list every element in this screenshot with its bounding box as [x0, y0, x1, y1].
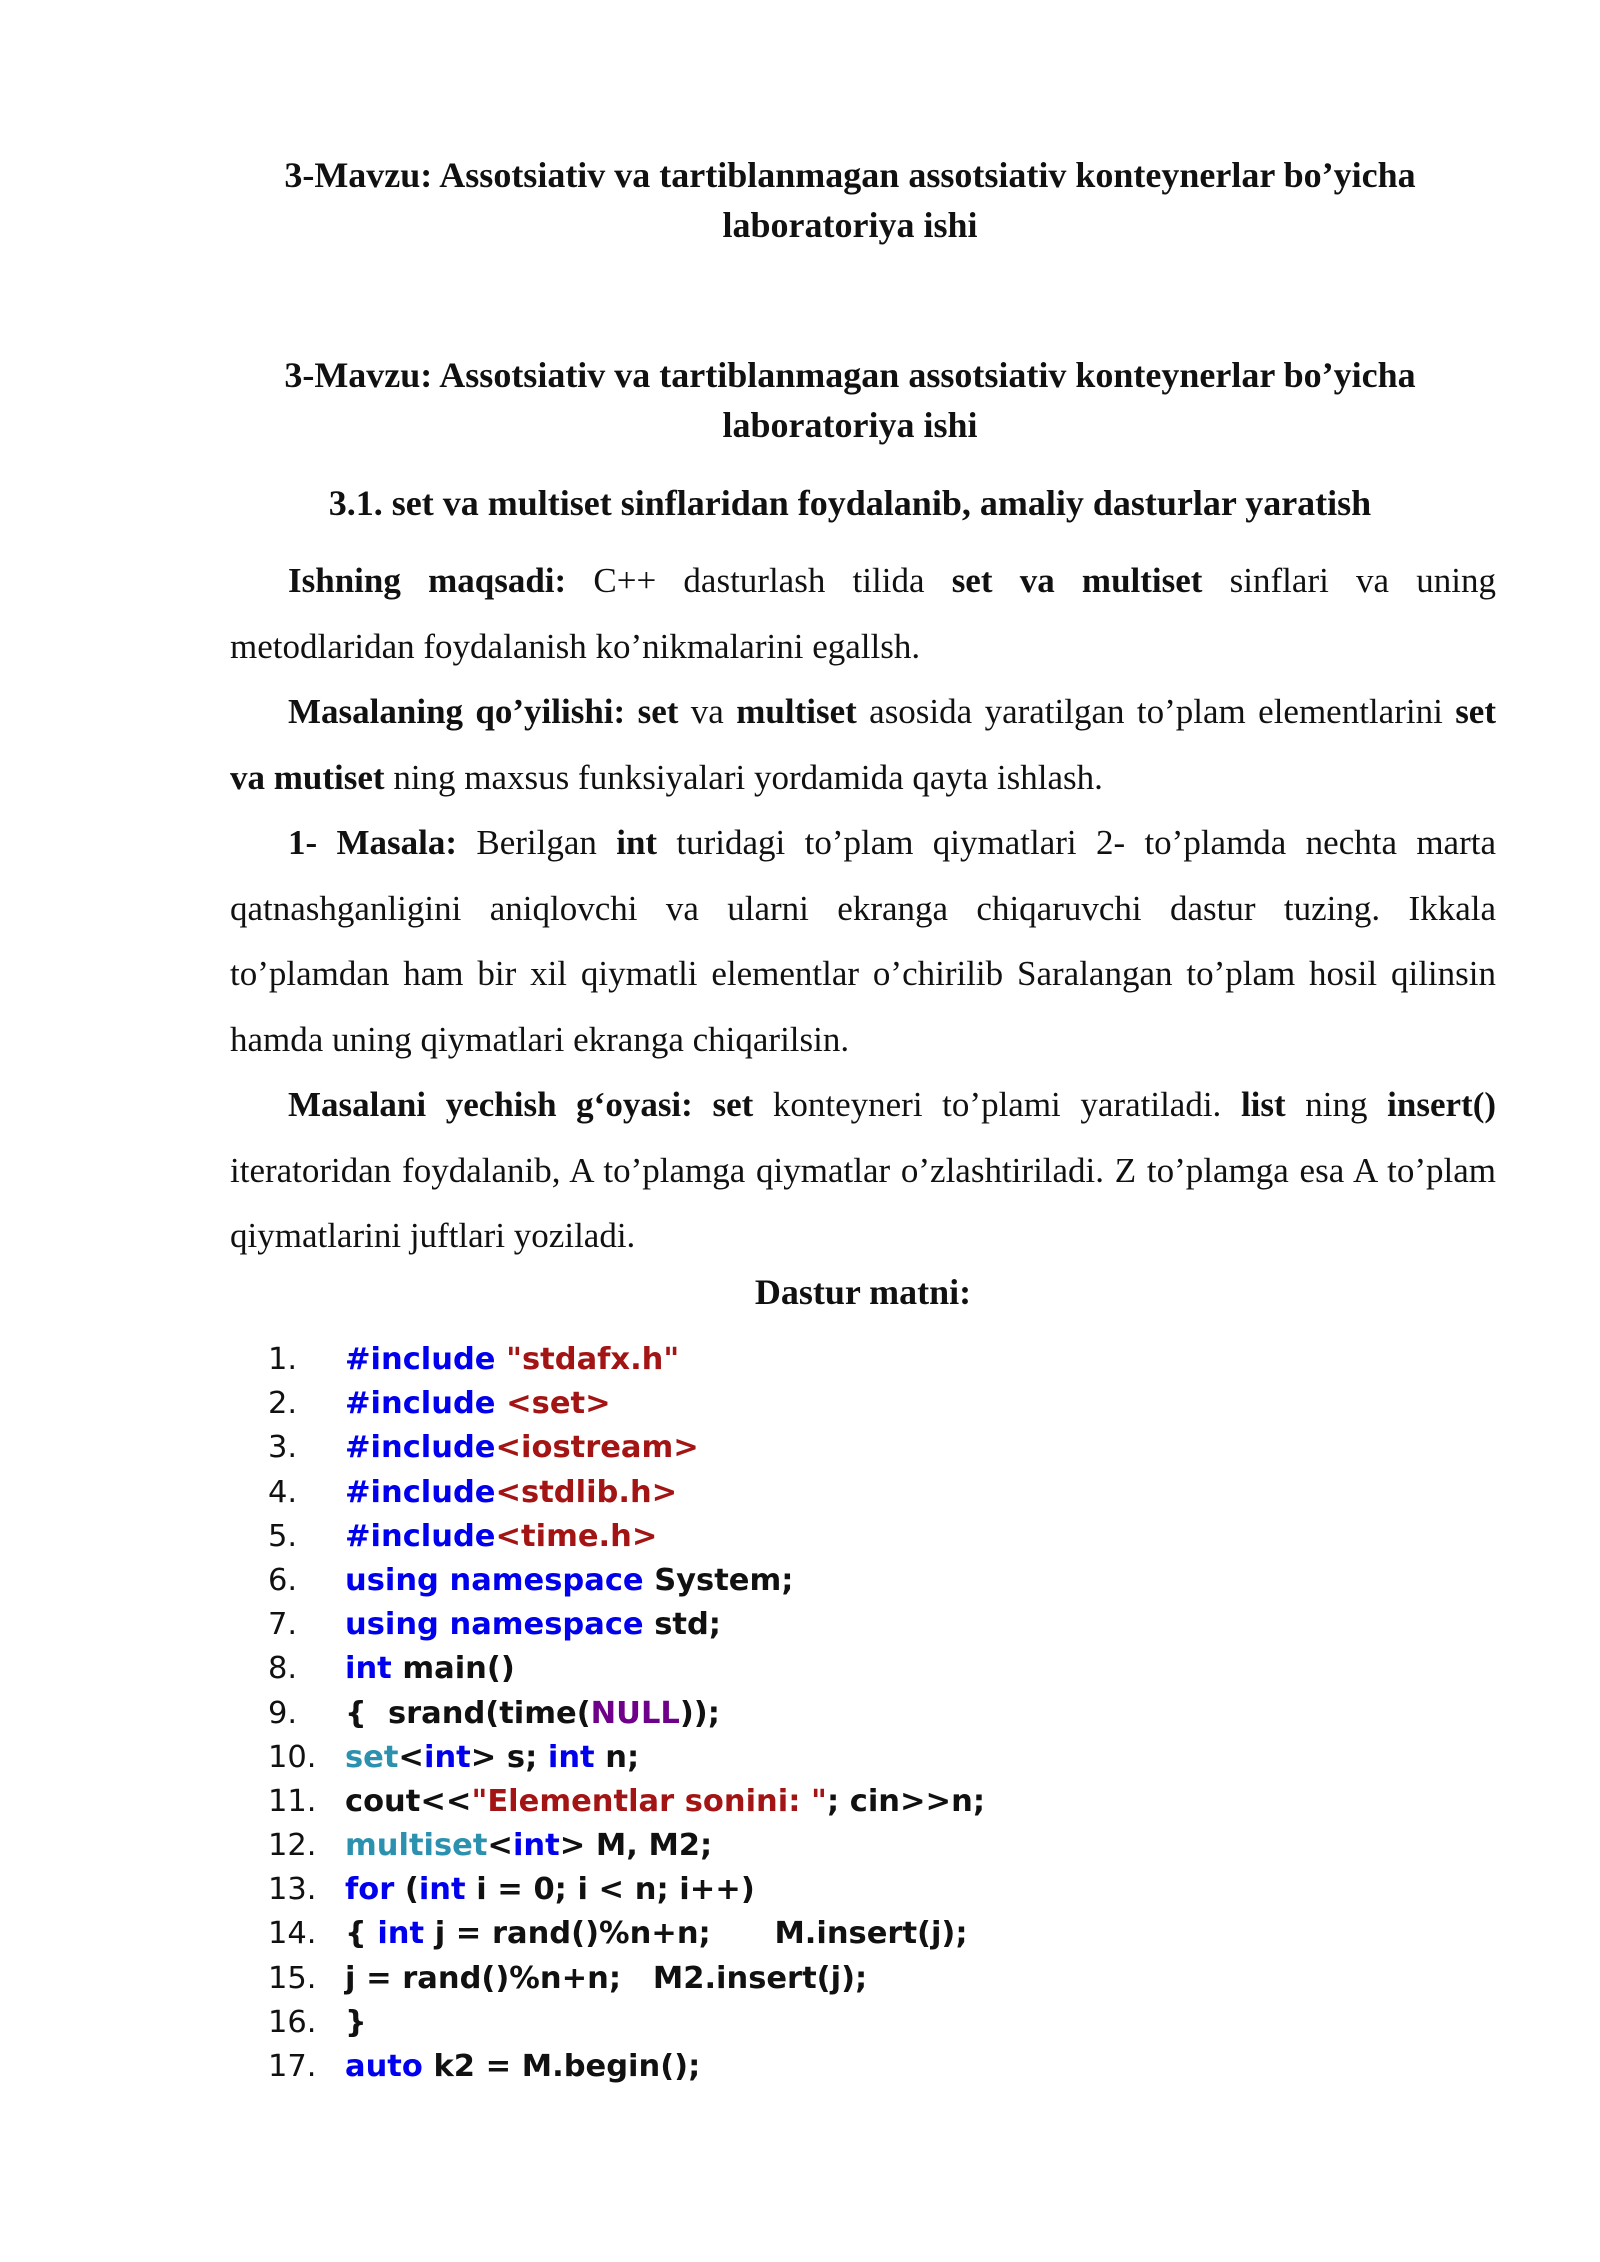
- problem-label: Masalaning qo’yilishi:: [288, 692, 626, 731]
- idea-bold-1: set: [712, 1085, 754, 1124]
- code-line-number: 8.: [268, 1651, 298, 1687]
- code-token: "stdafx.h": [506, 1342, 680, 1377]
- code-token: int: [345, 1651, 392, 1687]
- code-line-number: 3.: [268, 1430, 298, 1466]
- code-token: (: [394, 1872, 419, 1908]
- code-line-content: [345, 2001, 367, 2045]
- code-token: int: [547, 1739, 595, 1775]
- task-bold-1: int: [616, 823, 658, 862]
- code-line-number: 13.: [268, 1872, 317, 1908]
- code-listing: [268, 1338, 1468, 2089]
- code-line-content: [345, 1957, 867, 2001]
- code-line-number: 5.: [268, 1518, 298, 1554]
- code-token: <: [398, 1739, 424, 1775]
- section-title-line-2: laboratoriya ishi: [722, 405, 978, 445]
- code-token: {: [345, 1916, 378, 1952]
- code-token: "Elementlar sonini: ": [471, 1783, 827, 1819]
- idea-text-2: konteyneri to’plami yaratiladi.: [753, 1085, 1241, 1124]
- code-line-content: [345, 2045, 700, 2089]
- section-title-line-1: 3-Mavzu: Assotsiativ va tartiblanmagan assotsiativ konteynerlar bo’yicha: [284, 355, 1416, 395]
- problem-text-2: va: [678, 692, 737, 731]
- code-line-number: 4.: [268, 1474, 298, 1510]
- goal-bold-1: set va multiset: [951, 561, 1203, 600]
- code-line-content: [345, 1603, 721, 1647]
- code-line: [268, 1692, 1468, 1736]
- code-line-content: [345, 1515, 657, 1559]
- code-token: #include: [345, 1386, 507, 1422]
- code-token: multiset: [345, 1828, 488, 1864]
- code-line: [268, 1338, 1468, 1382]
- code-token: int: [377, 1916, 425, 1952]
- code-line: [268, 1382, 1468, 1426]
- code-token: > s;: [470, 1739, 548, 1775]
- code-token: ; cin>>n;: [826, 1783, 986, 1819]
- problem-text-1: [625, 692, 637, 731]
- code-line: [268, 1471, 1468, 1515]
- code-token: j = rand()%n+n; M2.insert(j);: [345, 1960, 868, 1996]
- code-line: [268, 1957, 1468, 2001]
- problem-bold-2: multiset: [736, 692, 857, 731]
- code-token: }: [345, 2004, 367, 2040]
- code-token: using namespace: [345, 1562, 644, 1598]
- code-line: [268, 1824, 1468, 1868]
- code-token: <time.h>: [495, 1518, 658, 1554]
- paragraph-goal: [230, 548, 1496, 679]
- code-line: [268, 1912, 1468, 1956]
- code-line-content: [345, 1426, 699, 1470]
- code-line-number: 16.: [268, 2004, 317, 2040]
- code-line: [268, 1559, 1468, 1603]
- code-token: auto: [345, 2049, 423, 2084]
- code-line-content: [345, 1559, 793, 1603]
- code-token: <stdlib.h>: [495, 1474, 678, 1510]
- code-line-number: 2.: [268, 1386, 298, 1422]
- code-line-number: 14.: [268, 1916, 317, 1952]
- code-line: [268, 1426, 1468, 1470]
- code-line-content: [345, 1382, 611, 1426]
- idea-text-4: iteratoridan foydalanib, A to’plamga qiymatlar o’zlashtiriladi. Z to’plamga esa A to’plam qiymatlarini juftlari yoziladi.: [230, 1150, 1496, 1255]
- problem-bold-1: set: [637, 692, 679, 731]
- goal-label: Ishning maqsadi:: [288, 561, 567, 600]
- code-token: #include: [345, 1430, 496, 1466]
- body-text: [230, 548, 1496, 1269]
- code-token: <set>: [506, 1386, 611, 1422]
- title-line-2: laboratoriya ishi: [722, 205, 978, 245]
- code-token: for: [345, 1872, 395, 1908]
- code-token: > M, M2;: [559, 1828, 713, 1864]
- task-text-2: turidagi to’plam qiymatlari 2- to’plamda nechta marta qatnashganligini aniqlovchi va ularni ekranga chiqaruvchi dastur tuzing. Ikkala to’plamdan ham bir xil qiymatli elementlar o’chirilib Saralangan to’plam hosil qilinsin hamda uning qiymatlari ekranga chiqarilsin.: [230, 823, 1496, 1059]
- code-line-number: 15.: [268, 1960, 317, 1996]
- code-token: System;: [643, 1562, 794, 1598]
- code-token: int: [423, 1739, 471, 1775]
- code-token: cout<<: [345, 1783, 472, 1819]
- code-token: <iostream>: [495, 1430, 699, 1466]
- problem-text-3: asosida yaratilgan to’plam elementlarini: [856, 692, 1456, 731]
- code-token: int: [512, 1828, 560, 1864]
- code-line: [268, 1515, 1468, 1559]
- code-line-content: [345, 1780, 985, 1824]
- code-token: std;: [643, 1607, 721, 1643]
- task-text-1: Berilgan: [457, 823, 617, 862]
- code-line: [268, 1736, 1468, 1780]
- problem-bold-3: set va mutiset: [230, 692, 1496, 797]
- code-line-content: [345, 1471, 677, 1515]
- code-line-number: 7.: [268, 1607, 298, 1643]
- code-line-number: 1.: [268, 1342, 298, 1377]
- paragraph-problem-statement: [230, 679, 1496, 810]
- code-line: [268, 1780, 1468, 1824]
- idea-text-1: [693, 1085, 713, 1124]
- code-line: [268, 1603, 1468, 1647]
- paragraph-task-1: [230, 810, 1496, 1072]
- code-line-content: [345, 1647, 515, 1691]
- code-line-number: 17.: [268, 2049, 317, 2084]
- code-token: <: [487, 1828, 513, 1864]
- code-line-number: 10.: [268, 1739, 317, 1775]
- code-heading: Dastur matni:: [754, 1272, 972, 1312]
- code-line-number: 9.: [268, 1695, 298, 1731]
- document-title: [230, 150, 1470, 250]
- code-line-content: [345, 1824, 712, 1868]
- subsection-title: 3.1. set va multiset sinflaridan foydalanib, amaliy dasturlar yaratish: [328, 483, 1372, 523]
- section-title: [230, 350, 1470, 450]
- code-line-number: 6.: [268, 1562, 298, 1598]
- idea-bold-3: insert(): [1387, 1085, 1497, 1124]
- code-token: ));: [679, 1695, 720, 1731]
- idea-label: Masalani yechish g‘oyasi:: [288, 1085, 693, 1124]
- title-line-1: 3-Mavzu: Assotsiativ va tartiblanmagan assotsiativ konteynerlar bo’yicha: [284, 155, 1416, 195]
- code-token: NULL: [590, 1695, 680, 1731]
- code-token: #include: [345, 1474, 496, 1510]
- code-token: { srand(time(: [345, 1695, 591, 1731]
- idea-text-3: ning: [1285, 1085, 1388, 1124]
- code-token: int: [418, 1872, 466, 1908]
- code-line-content: [345, 1912, 968, 1956]
- code-line-content: [345, 1338, 679, 1382]
- code-token: i = 0; i < n; i++): [465, 1872, 755, 1908]
- code-line: [268, 1868, 1468, 1912]
- code-line-content: [345, 1692, 720, 1736]
- code-line: [268, 2045, 1468, 2089]
- idea-bold-2: list: [1240, 1085, 1286, 1124]
- code-line-content: [345, 1736, 639, 1780]
- code-line-number: 11.: [268, 1783, 317, 1819]
- code-token: set: [345, 1739, 399, 1775]
- code-token: j = rand()%n+n; M.insert(j);: [424, 1916, 968, 1952]
- goal-text-1: C++ dasturlash tilida: [566, 561, 952, 600]
- code-token: #include: [345, 1518, 496, 1554]
- code-token: main(): [391, 1651, 515, 1687]
- code-line-content: [345, 1868, 755, 1912]
- code-token: n;: [594, 1739, 640, 1775]
- code-token: k2 = M.begin();: [422, 2049, 701, 2084]
- code-token: #include: [345, 1342, 507, 1377]
- code-line: [268, 2001, 1468, 2045]
- goal-text-2: sinflari va uning metodlaridan foydalanish ko’nikmalarini egallsh.: [230, 561, 1496, 666]
- problem-text-4: ning maxsus funksiyalari yordamida qayta ishlash.: [384, 757, 1103, 797]
- paragraph-solution-idea: [230, 1072, 1496, 1269]
- code-token: using namespace: [345, 1607, 644, 1643]
- task-label: 1- Masala:: [288, 823, 458, 862]
- code-line-number: 12.: [268, 1828, 317, 1864]
- code-line: [268, 1647, 1468, 1691]
